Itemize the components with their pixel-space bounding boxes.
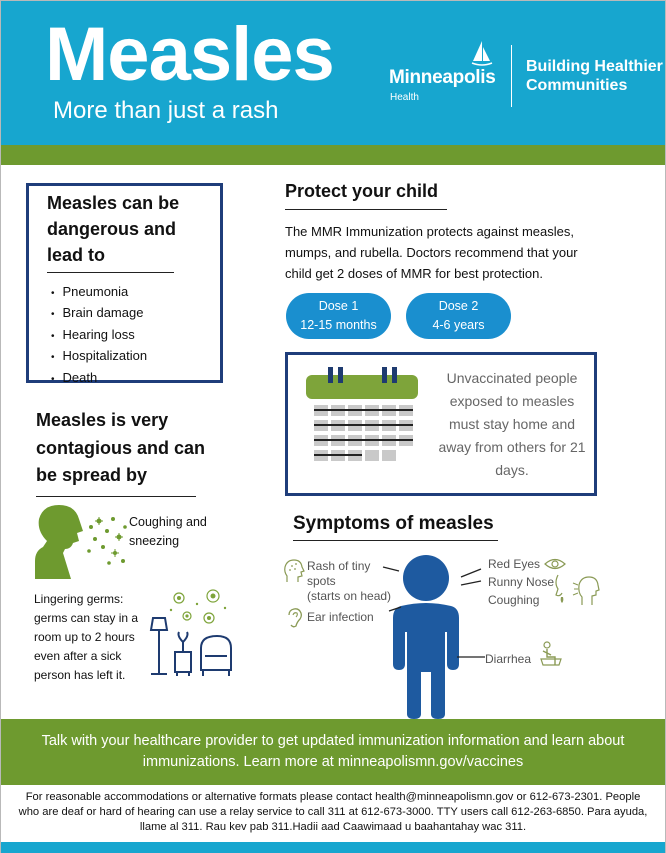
spread-rule	[36, 496, 196, 497]
symptom-coughing: Coughing	[488, 593, 540, 607]
symptom-rash-line3: (starts on head)	[307, 589, 392, 603]
rash-face-icon	[283, 558, 305, 584]
logo-divider	[511, 45, 512, 107]
list-item: • Death	[51, 368, 147, 389]
symptom-rash-line2: spots	[307, 574, 336, 588]
tagline-line2: Communities	[526, 77, 628, 94]
dose-2-badge	[406, 293, 511, 339]
dangers-box	[26, 183, 223, 383]
toilet-person-icon	[539, 641, 563, 667]
logo-sub: Health	[390, 92, 419, 103]
sailboat-logo-icon	[471, 39, 493, 67]
dose-1-badge	[286, 293, 391, 339]
list-item: • Brain damage	[51, 303, 147, 324]
symptom-runny-nose: Runny Nose	[488, 575, 555, 589]
runny-nose-cough-icon	[554, 573, 600, 607]
protect-body: The MMR Immunization protects against measles, mumps, and rubella. Doctors recommend that your child get 2 doses of MMR for best protection.	[285, 224, 578, 281]
coughing-person-icon	[33, 501, 131, 581]
stay-home-box	[285, 352, 597, 496]
footer-accessibility-note: For reasonable accommodations or alternative formats please contact health@minneapolismn.gov or 612-673-2301. People who are deaf or hard of hearing can use a relay service to call 311 at 612-673-3000. TTY users call 612-263-6850. Para ayuda, llame al 311. Rau kev pab 311.Hadii aad Caawimaad u baahantahay wac 311.	[18, 791, 648, 833]
dose-1-age: 12-15 months	[300, 318, 377, 332]
footer-cta-text: Talk with your healthcare provider to get updated immunization information and learn about immunizations. Learn more at minneapolismn.gov/vaccines	[41, 733, 625, 770]
symptom-red-eyes: Red Eyes	[488, 557, 541, 571]
footer-cta-band	[1, 719, 665, 785]
bottom-band	[1, 842, 665, 853]
spread-title: Measles is very contagious and can be spread by	[36, 410, 206, 485]
list-item: • Pneumonia	[51, 282, 147, 303]
eye-icon	[544, 557, 566, 571]
cough-label: Coughing and sneezing	[129, 515, 207, 548]
dangers-rule	[47, 272, 174, 273]
page-subtitle: More than just a rash	[53, 97, 279, 124]
list-item: • Hospitalization	[51, 346, 147, 367]
ear-icon	[287, 607, 303, 629]
page-title: Measles	[45, 12, 334, 97]
dose-2-label: Dose 2	[438, 299, 479, 313]
dose-1-label: Dose 1	[318, 299, 359, 313]
list-item: • Hearing loss	[51, 325, 147, 346]
header-divider-band	[1, 145, 665, 165]
living-room-germs-icon	[147, 586, 237, 681]
stay-home-text: Unvaccinated people exposed to measles must stay home and away from others for 21 days.	[438, 370, 586, 478]
tagline	[526, 57, 663, 95]
symptoms-title: Symptoms of measles	[293, 513, 494, 534]
tagline-line1: Building Healthier	[526, 58, 663, 75]
protect-rule	[285, 209, 447, 210]
calendar-icon	[306, 367, 418, 471]
dose-2-age: 4-6 years	[432, 318, 485, 332]
logo-name: Minneapolis	[389, 67, 496, 88]
symptom-rash-line1: Rash of tiny	[307, 559, 371, 573]
symptom-ear-infection: Ear infection	[307, 610, 374, 624]
symptoms-rule	[293, 540, 498, 541]
linger-text: Lingering germs: germs can stay in a room up to 2 hours even after a sick person has left it.	[34, 592, 139, 682]
symptom-connector-lines	[381, 561, 511, 661]
protect-title: Protect your child	[285, 181, 439, 201]
dangers-list	[51, 282, 147, 389]
header-banner	[1, 1, 665, 145]
symptom-diarrhea: Diarrhea	[485, 652, 532, 666]
dangers-title: Measles can be dangerous and lead to	[47, 193, 180, 265]
